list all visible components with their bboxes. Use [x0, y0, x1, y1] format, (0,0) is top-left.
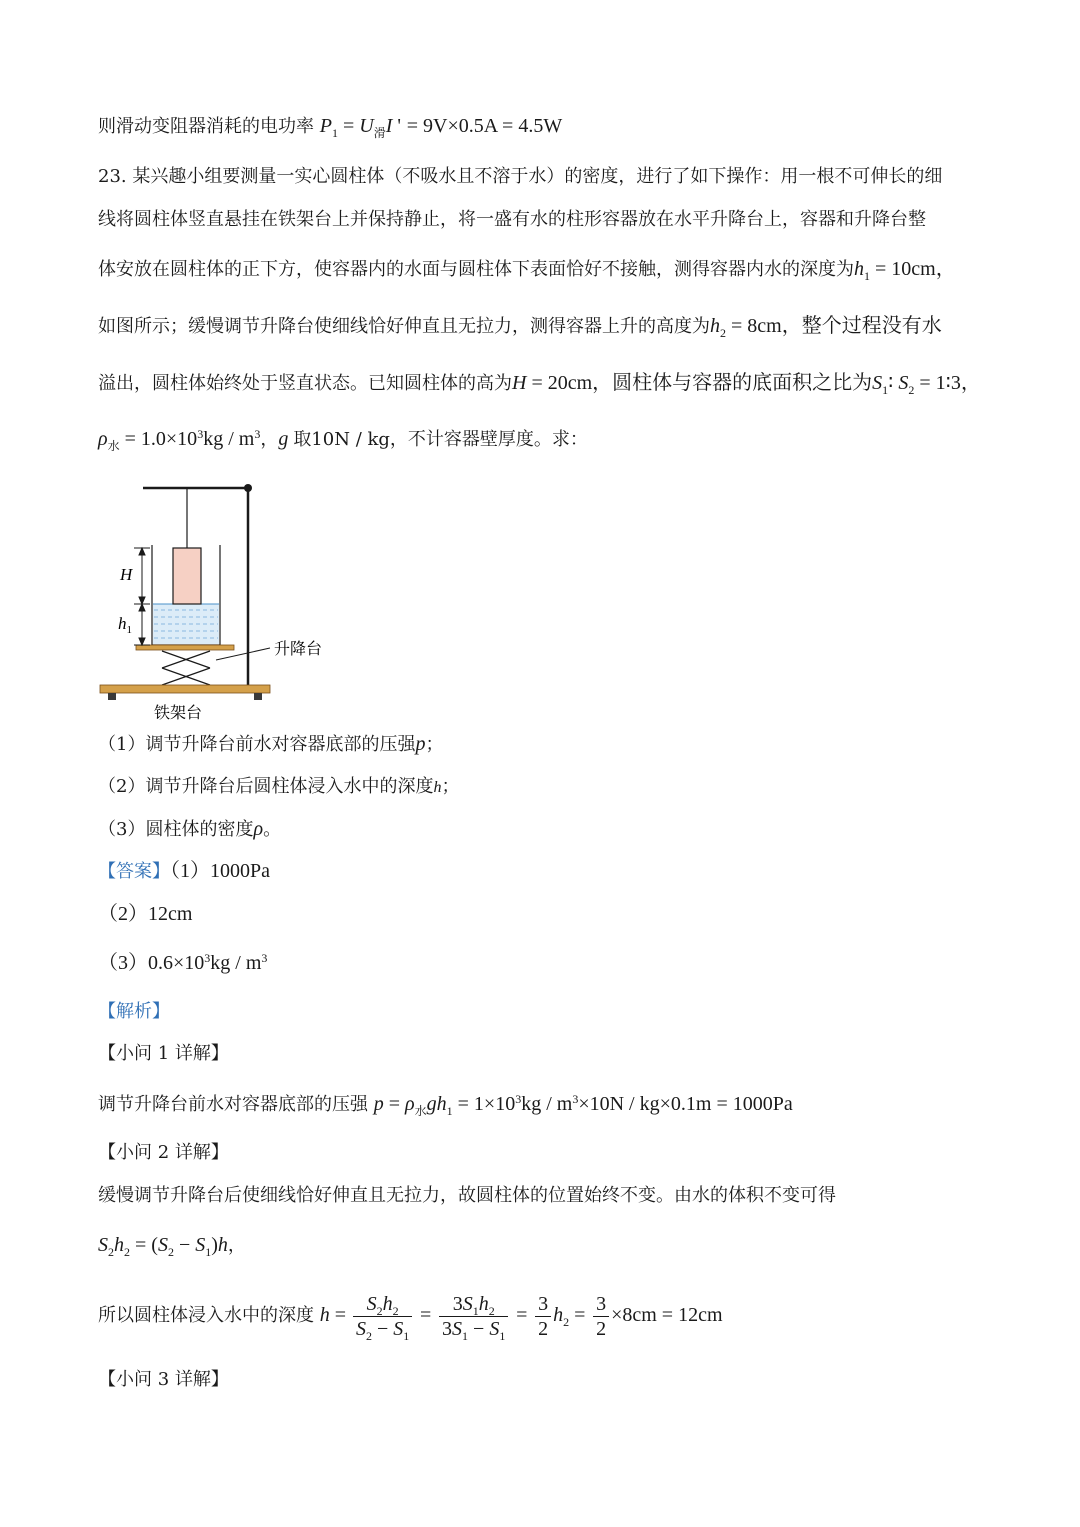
question-line-3: 体安放在圆柱体的正下方，使容器内的水面与圆柱体下表面恰好不接触，测得容器内水的深度为$h_1 = 10cm$， — [98, 258, 956, 283]
question-line-5: 溢出，圆柱体始终处于竖直状态。已知圆柱体的高为H = 20cm，圆柱体与容器的底面积之比为$S_1∶$ $S_2$ = 1∶3， — [98, 372, 981, 397]
lift-platform — [136, 645, 234, 650]
stand-label: 铁架台 — [154, 703, 203, 722]
base-foot-left — [108, 693, 116, 700]
question-line-1: 23. 某兴趣小组要测量一实心圆柱体（不吸水且不溶于水）的密度，进行了如下操作：用一根不可伸长的细 — [98, 166, 943, 187]
detail-heading-2: 【小问 2 详解】 — [98, 1142, 229, 1163]
question-line-2: 线将圆柱体竖直悬挂在铁架台上并保持静止，将一盛有水的柱形容器放在水平升降台上，容器和升降台整 — [98, 209, 926, 230]
power-line: 则滑动变阻器消耗的电功率 $P_1 = U_滑I$ ' = 9V×0.5A = 4.5W — [98, 115, 563, 140]
sub-question-2: （2）调节升降台后圆柱体浸入水中的深度h； — [98, 776, 460, 797]
detail-heading-3: 【小问 3 详解】 — [98, 1369, 229, 1390]
cylinder — [173, 548, 201, 604]
fraction-2: $\frac{3S_1h_2}{3S_1 - S_1}$ — [439, 1292, 508, 1341]
label-H: H — [120, 565, 133, 584]
solution-2-text: 缓慢调节升降台后使细线恰好伸直且无拉力，故圆柱体的位置始终不变。由水的体积不变可得 — [98, 1185, 836, 1206]
dimension-H — [134, 548, 150, 604]
question-line-4: 如图所示；缓慢调节升降台使细线恰好伸直且无拉力，测得容器上升的高度为$h_2 = 8cm$，整个过程没有水 — [98, 315, 942, 340]
base-foot-right — [254, 693, 262, 700]
lift-label: 升降台 — [274, 639, 323, 658]
detail-heading-1: 【小问 1 详解】 — [98, 1043, 229, 1064]
solution-2-result: 所以圆柱体浸入水中的深度 h = $\frac{S_2h_2}{S_2 - S_1}$ = $\frac{3S_1h_2}{3S_1 - S_1}$ = $\frac{3}{2}$ $h_2$ = $\frac{3}{2}$ ×8cm = 12cm — [98, 1292, 723, 1343]
label-h1: $h_1$ — [118, 614, 132, 636]
sub-question-1: （1）调节升降台前水对容器底部的压强p； — [98, 733, 444, 755]
stand-base — [100, 685, 270, 693]
scissor-mechanism — [162, 651, 210, 685]
fraction-4: $\frac{3}{2}$ — [593, 1292, 609, 1341]
question-line-6: $\rho_水 = 1.0\times 10^3kg / m^3$，g 取10N / kg，不计容器壁厚度。求： — [98, 427, 588, 453]
dimension-h1 — [134, 604, 150, 645]
sub-question-3: （3）圆柱体的密度ρ。 — [98, 818, 282, 840]
analysis-tag: 【解析】 — [98, 1001, 170, 1022]
fraction-1: $\frac{S_2h_2}{S_2 - S_1}$ — [353, 1292, 412, 1341]
fraction-3: $\frac{3}{2}$ — [535, 1292, 551, 1341]
solution-2-equation: $S_2h_2 = (S_2 - S_1)h$， — [98, 1234, 246, 1259]
solution-1: 调节升降台前水对容器底部的压强 $p = \rho_水gh_1 = 1\times 10^3kg / m^3\times 10N / kg\times 0.1m = 1000Pa$ — [98, 1092, 793, 1118]
answer-line-3: $(3)0.6\times 10^3kg / m^3$ — [98, 951, 268, 974]
answer-line-2: （2）12cm — [98, 903, 193, 925]
answer-line-1: 【答案】（1）1000Pa — [98, 860, 270, 882]
apparatus-figure — [98, 468, 338, 730]
